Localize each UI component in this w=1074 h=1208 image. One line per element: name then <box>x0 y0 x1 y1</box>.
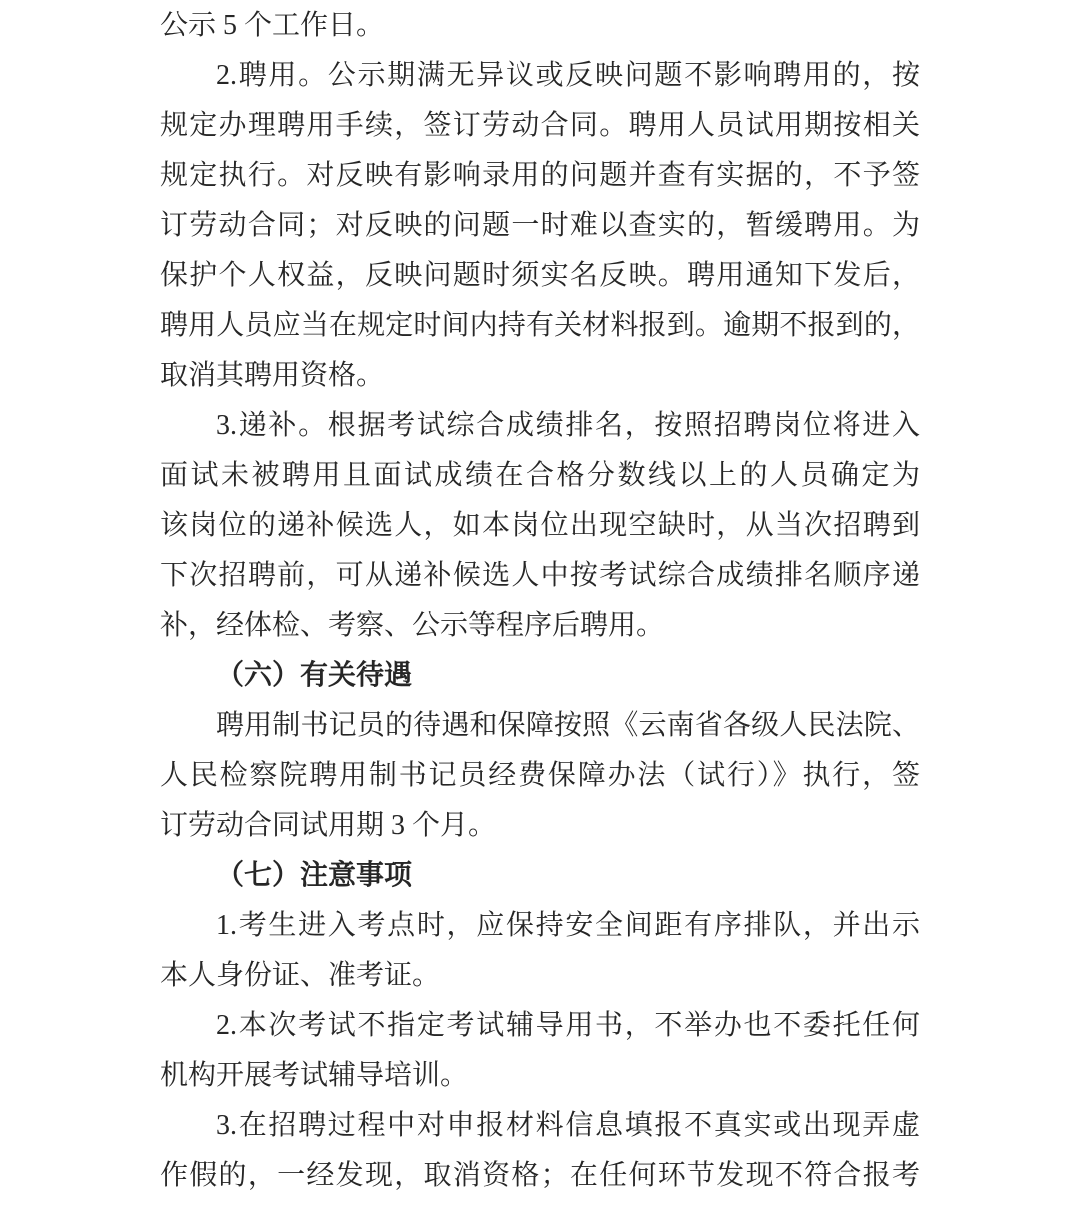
document-text-block <box>160 1 920 1201</box>
text-line: 2.本次考试不指定考试辅导用书，不举办也不委托任何 <box>216 1010 920 1041</box>
text-line: 面试未被聘用且面试成绩在合格分数线以上的人员确定为 <box>160 460 920 491</box>
text-line: 3.在招聘过程中对申报材料信息填报不真实或出现弄虚 <box>216 1110 920 1141</box>
paragraph <box>160 401 920 651</box>
text-line: 规定办理聘用手续，签订劳动合同。聘用人员试用期按相关 <box>160 110 920 141</box>
paragraph <box>160 1 920 51</box>
text-line: 2.聘用。公示期满无异议或反映问题不影响聘用的，按 <box>216 60 920 91</box>
text-line: 机构开展考试辅导培训。 <box>160 1060 469 1091</box>
paragraph <box>160 1101 920 1201</box>
text-line: 订劳动合同试用期 3 个月。 <box>160 810 497 841</box>
text-line: 补，经体检、考察、公示等程序后聘用。 <box>160 610 665 641</box>
text-line: 规定执行。对反映有影响录用的问题并查有实据的，不予签 <box>160 160 920 191</box>
text-line: 聘用人员应当在规定时间内持有关材料报到。逾期不报到的， <box>160 310 920 341</box>
text-line: 取消其聘用资格。 <box>160 360 385 391</box>
text-line: 1.考生进入考点时，应保持安全间距有序排队，并出示 <box>216 910 920 941</box>
text-line: 该岗位的递补候选人，如本岗位出现空缺时，从当次招聘到 <box>160 510 920 541</box>
text-line: 聘用制书记员的待遇和保障按照《云南省各级人民法院、 <box>216 710 920 741</box>
paragraph <box>160 51 920 401</box>
text-line: 人民检察院聘用制书记员经费保障办法（试行）》执行，签 <box>160 760 920 791</box>
text-line: 作假的，一经发现，取消资格；在任何环节发现不符合报考 <box>160 1160 920 1191</box>
text-line: 下次招聘前，可从递补候选人中按考试综合成绩排名顺序递 <box>160 560 920 591</box>
paragraph <box>160 1001 920 1101</box>
text-line: 公示 5 个工作日。 <box>160 10 385 41</box>
section-heading: （七）注意事项 <box>216 860 413 891</box>
text-line: 3.递补。根据考试综合成绩排名，按照招聘岗位将进入 <box>216 410 920 441</box>
text-line: 保护个人权益，反映问题时须实名反映。聘用通知下发后， <box>160 260 920 291</box>
paragraph <box>160 901 920 1001</box>
section-heading: （六）有关待遇 <box>216 660 413 691</box>
paragraph <box>160 701 920 851</box>
section-heading-7 <box>160 851 920 901</box>
text-line: 本人身份证、准考证。 <box>160 960 441 991</box>
section-heading-6 <box>160 651 920 701</box>
text-line: 订劳动合同；对反映的问题一时难以查实的，暂缓聘用。为 <box>160 210 920 241</box>
